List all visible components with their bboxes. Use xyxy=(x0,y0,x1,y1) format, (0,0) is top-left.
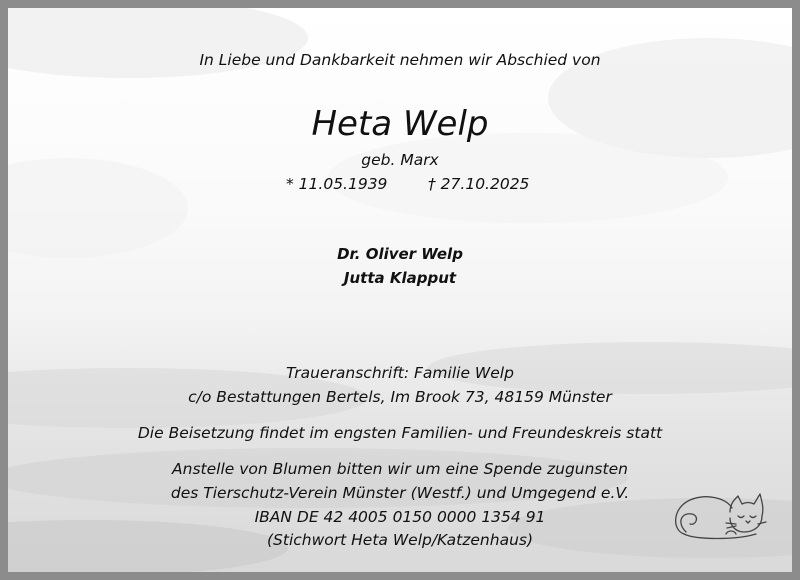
birth-date: * 11.05.1939 xyxy=(286,175,388,193)
donation-iban: IBAN DE 42 4005 0150 0000 1354 91 xyxy=(254,508,546,526)
address-line-1: Traueranschrift: Familie Welp xyxy=(286,364,514,382)
maiden-name: geb. Marx xyxy=(361,151,439,169)
death-date: † 27.10.2025 xyxy=(428,175,530,193)
donation-line-1: Anstelle von Blumen bitten wir um eine Spende zugunsten xyxy=(172,460,628,478)
heading-text: In Liebe und Dankbarkeit nehmen wir Abschied von xyxy=(199,51,601,69)
address-line-2: c/o Bestattungen Bertels, Im Brook 73, 48159 Münster xyxy=(188,388,612,406)
deceased-name: Heta Welp xyxy=(311,104,489,144)
donation-keyword: (Stichwort Heta Welp/Katzenhaus) xyxy=(266,531,534,549)
mourner-2: Jutta Klapput xyxy=(343,269,457,287)
sleeping-cat-icon xyxy=(666,482,770,544)
mourner-1: Dr. Oliver Welp xyxy=(337,245,463,263)
donation-line-2: des Tierschutz-Verein Münster (Westf.) und Umgegend e.V. xyxy=(170,484,630,502)
funeral-note: Die Beisetzung findet im engsten Familien- und Freundeskreis statt xyxy=(137,424,663,442)
life-dates xyxy=(8,174,792,194)
